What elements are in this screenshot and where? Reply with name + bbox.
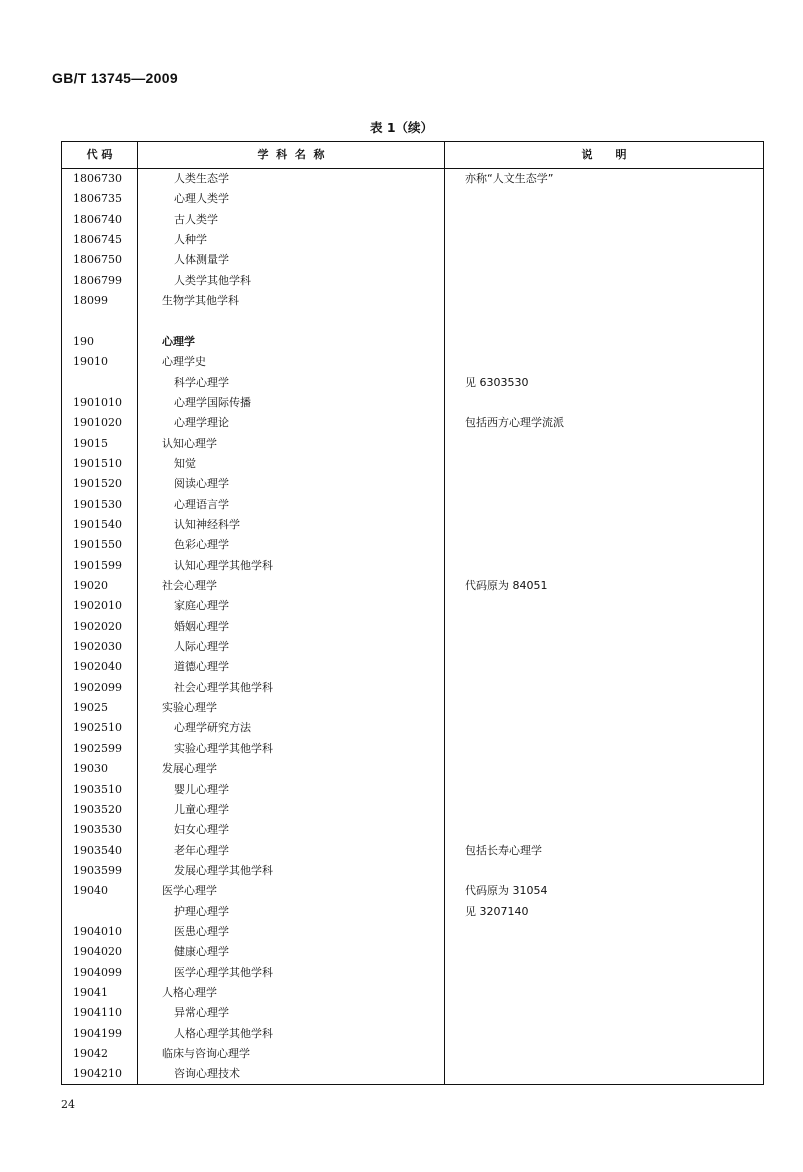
cell-code: 1904110 xyxy=(73,1006,122,1020)
cell-name: 生物学其他学科 xyxy=(162,294,239,308)
cell-name: 科学心理学 xyxy=(174,375,229,389)
cell-name: 老年心理学 xyxy=(174,843,229,857)
header-name: 学 科 名 称 xyxy=(257,148,325,161)
table-row xyxy=(62,800,763,820)
cell-name: 人类学其他学科 xyxy=(174,273,251,287)
cell-code: 1901510 xyxy=(73,456,122,470)
table-row xyxy=(62,902,763,922)
table-row xyxy=(62,474,763,494)
cell-name: 实验心理学 xyxy=(162,701,217,715)
table-row xyxy=(62,963,763,983)
cell-name: 认知神经科学 xyxy=(174,517,240,531)
cell-name: 人格心理学其他学科 xyxy=(174,1026,273,1040)
cell-code: 1902010 xyxy=(73,599,122,613)
cell-code: 18099 xyxy=(73,294,108,308)
cell-code: 19015 xyxy=(73,436,108,450)
cell-code: 19040 xyxy=(73,884,108,898)
cell-name: 色彩心理学 xyxy=(174,538,229,552)
cell-name: 异常心理学 xyxy=(174,1006,229,1020)
cell-code: 1806740 xyxy=(73,212,122,226)
table-row xyxy=(62,169,763,189)
table-row xyxy=(62,596,763,616)
cell-name: 心理人类学 xyxy=(174,192,229,206)
cell-name: 阅读心理学 xyxy=(174,477,229,491)
cell-name: 医患心理学 xyxy=(174,924,229,938)
cell-code: 190 xyxy=(73,334,94,348)
cell-code: 1902099 xyxy=(73,680,122,694)
cell-name: 人种学 xyxy=(174,233,207,247)
table-row xyxy=(62,250,763,270)
cell-note: 见 3207140 xyxy=(465,904,529,918)
cell-code: 1904099 xyxy=(73,965,122,979)
cell-code: 1903520 xyxy=(73,802,122,816)
cell-name: 心理学研究方法 xyxy=(174,721,251,735)
cell-note: 代码原为 84051 xyxy=(465,579,548,592)
cell-name: 医学心理学其他学科 xyxy=(174,965,273,979)
cell-name: 认知心理学 xyxy=(162,436,217,450)
cell-code: 19041 xyxy=(73,986,108,999)
cell-name: 古人类学 xyxy=(174,212,218,226)
cell-name: 健康心理学 xyxy=(174,945,229,959)
cell-code: 1901530 xyxy=(73,497,122,511)
cell-note: 亦称“人文生态学” xyxy=(465,172,554,185)
table-row xyxy=(62,718,763,738)
table-row xyxy=(62,1064,763,1084)
table-row xyxy=(62,230,763,250)
cell-code: 1901020 xyxy=(73,416,122,430)
table-row xyxy=(62,1044,763,1064)
cell-code: 19025 xyxy=(73,701,108,715)
cell-note: 见 6303530 xyxy=(465,375,529,389)
table-row xyxy=(62,881,763,901)
page-number: 24 xyxy=(61,1098,75,1111)
table-row xyxy=(62,1003,763,1023)
cell-name: 心理学理论 xyxy=(174,416,229,430)
cell-name: 咨询心理技术 xyxy=(174,1067,240,1081)
cell-name: 社会心理学其他学科 xyxy=(174,680,273,694)
table-row xyxy=(62,291,763,311)
table-row xyxy=(62,515,763,535)
table-row xyxy=(62,861,763,881)
cell-code: 1901599 xyxy=(73,558,122,572)
table-row xyxy=(62,942,763,962)
cell-name: 临床与咨询心理学 xyxy=(162,1047,250,1061)
table-row xyxy=(62,617,763,637)
cell-name: 知觉 xyxy=(174,456,196,470)
cell-name: 人类生态学 xyxy=(174,172,229,185)
cell-code: 1903510 xyxy=(73,782,122,796)
cell-code: 1904210 xyxy=(73,1067,122,1081)
cell-code: 1901540 xyxy=(73,517,122,531)
cell-name: 人际心理学 xyxy=(174,640,229,654)
table-row xyxy=(62,189,763,209)
table-row xyxy=(62,210,763,230)
cell-code: 1901010 xyxy=(73,395,122,409)
table-row xyxy=(62,657,763,677)
cell-name: 发展心理学 xyxy=(162,762,217,776)
cell-name: 家庭心理学 xyxy=(174,599,229,613)
table-row xyxy=(62,1024,763,1044)
cell-code: 1806750 xyxy=(73,253,122,267)
cell-name: 心理学 xyxy=(162,334,195,348)
cell-code: 1806745 xyxy=(73,233,122,247)
cell-code: 1904199 xyxy=(73,1026,122,1040)
table-row xyxy=(62,759,763,779)
cell-code: 1903540 xyxy=(73,843,122,857)
cell-name: 人格心理学 xyxy=(162,986,217,999)
cell-code: 1902040 xyxy=(73,660,122,674)
table-row xyxy=(62,393,763,413)
cell-code: 1904010 xyxy=(73,924,122,938)
header-note: 说 明 xyxy=(581,148,627,161)
cell-name: 心理学史 xyxy=(162,355,206,369)
table-row xyxy=(62,739,763,759)
cell-note: 包括长寿心理学 xyxy=(465,843,542,857)
cell-note: 包括西方心理学流派 xyxy=(465,416,564,430)
table-row xyxy=(62,271,763,291)
table-row xyxy=(62,576,763,596)
table-row xyxy=(62,780,763,800)
table-row xyxy=(62,535,763,555)
table-header-row xyxy=(62,142,763,169)
table-row xyxy=(62,678,763,698)
cell-name: 心理学国际传播 xyxy=(174,395,251,409)
table-row xyxy=(62,311,763,331)
cell-name: 发展心理学其他学科 xyxy=(174,863,273,877)
cell-name: 认知心理学其他学科 xyxy=(174,558,273,572)
cell-name: 实验心理学其他学科 xyxy=(174,741,273,755)
table-title: 表 1（续） xyxy=(369,120,434,135)
table-row xyxy=(62,373,763,393)
cell-name: 人体测量学 xyxy=(174,253,229,267)
cell-name: 道德心理学 xyxy=(174,660,229,674)
cell-name: 心理语言学 xyxy=(174,497,229,511)
cell-code: 1902030 xyxy=(73,640,122,654)
cell-code: 19042 xyxy=(73,1047,108,1061)
cell-note: 代码原为 31054 xyxy=(465,884,548,898)
cell-code: 1902510 xyxy=(73,721,122,735)
cell-name: 护理心理学 xyxy=(174,904,229,918)
cell-code: 1902599 xyxy=(73,741,122,755)
table-body xyxy=(62,169,763,1083)
cell-name: 妇女心理学 xyxy=(174,823,229,837)
standard-code: GB/T 13745—2009 xyxy=(52,70,178,86)
cell-code: 1902020 xyxy=(73,619,122,633)
cell-code: 1806735 xyxy=(73,192,122,206)
table-row xyxy=(62,413,763,433)
cell-code: 19020 xyxy=(73,579,108,592)
table-row xyxy=(62,922,763,942)
header-code: 代 码 xyxy=(86,148,113,161)
table-row xyxy=(62,352,763,372)
cell-code: 1901550 xyxy=(73,538,122,552)
cell-code: 19010 xyxy=(73,355,108,369)
cell-name: 儿童心理学 xyxy=(174,802,229,816)
table-row xyxy=(62,556,763,576)
cell-code: 19030 xyxy=(73,762,108,776)
table-row xyxy=(62,983,763,1003)
cell-name: 婚姻心理学 xyxy=(174,619,229,633)
table-row xyxy=(62,332,763,352)
table-row xyxy=(62,841,763,861)
cell-name: 社会心理学 xyxy=(162,579,217,592)
table-row xyxy=(62,434,763,454)
cell-name: 医学心理学 xyxy=(162,884,217,898)
cell-name: 婴儿心理学 xyxy=(174,782,229,796)
cell-code: 1903530 xyxy=(73,823,122,837)
table-row xyxy=(62,820,763,840)
cell-code: 1806799 xyxy=(73,273,122,287)
cell-code: 1901520 xyxy=(73,477,122,491)
table-row xyxy=(62,495,763,515)
cell-code: 1806730 xyxy=(73,172,122,185)
cell-code: 1903599 xyxy=(73,863,122,877)
table-row xyxy=(62,698,763,718)
cell-code: 1904020 xyxy=(73,945,122,959)
discipline-table xyxy=(61,141,764,1085)
table-row xyxy=(62,637,763,657)
table-row xyxy=(62,454,763,474)
